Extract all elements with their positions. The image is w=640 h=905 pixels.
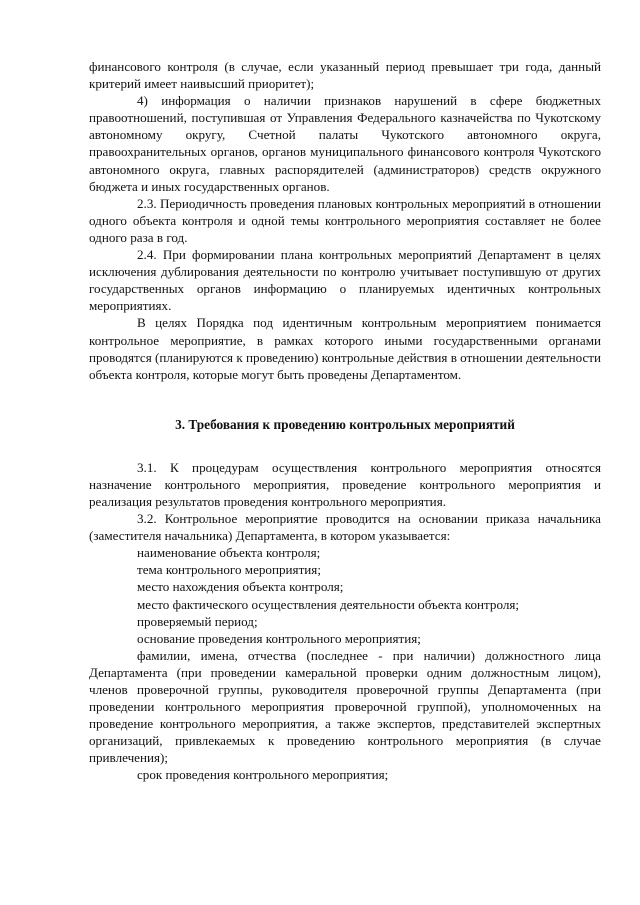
list-item: тема контрольного мероприятия;: [137, 562, 321, 578]
list-item: наименование объекта контроля;: [137, 545, 321, 561]
paragraph-continuation: финансового контроля (в случае, если указанный период превышает три года, данный критерий имеет наивысший приоритет);: [89, 59, 601, 92]
paragraph-names: фамилии, имена, отчества (последнее - при наличии) должностного лица Департамента (при проведении камеральной проверки одним должностным лицом), членов проверочной группы, руководителя проверочной группы Департамента (при проведении контрольного мероприятия проверочной группой), уполномоченных на проведение контрольного мероприятия, а также экспертов, представителей экспертных организаций, привлекаемых к проведению контрольного мероприятия (в случае привлечения);: [89, 647, 601, 766]
list-item: проверяемый период;: [137, 613, 258, 629]
paragraph-item-4: 4) информация о наличии признаков нарушений в сфере бюджетных правоотношений, поступившая от Управления Федерального казначейства по Чукотскому автономному округу, Счетной палаты Чукотского автономного округа, правоохранительных органов, органов муниципального финансового контроля Чукотского автономного округа, главных распорядителей (администраторов) средств окружного бюджета и иных государственных органов.: [89, 93, 601, 194]
list-item: место нахождения объекта контроля;: [137, 579, 344, 595]
paragraph-identical-definition: В целях Порядка под идентичным контрольным мероприятием понимается контрольное мероприятие, в рамках которого иными государственными органами проводятся (планируются к проведению) контрольные действия в отношении деятельности объекта контроля, которые могут быть проведены Департаментом.: [89, 315, 601, 382]
paragraph-3-1: 3.1. К процедурам осуществления контрольного мероприятия относятся назначение контрольного мероприятия, проведение контрольного мероприятия и реализация результатов проведения контрольного мероприятия.: [89, 459, 601, 509]
list-item-term: срок проведения контрольного мероприятия;: [137, 767, 389, 783]
list-item: место фактического осуществления деятельности объекта контроля;: [137, 596, 520, 612]
paragraph-2-4: 2.4. При формировании плана контрольных мероприятий Департамент в целях исключения дублирования деятельности по контролю учитывает поступившую от других государственных органов информацию о планируемых идентичных контрольных мероприятиях.: [89, 247, 601, 314]
paragraph-3-2: 3.2. Контрольное мероприятие проводится на основании приказа начальника (заместителя начальника) Департамента, в котором указывается:: [89, 511, 601, 544]
list-item: основание проведения контрольного мероприятия;: [137, 630, 421, 646]
section-heading: 3. Требования к проведению контрольных мероприятий: [175, 416, 515, 432]
paragraph-2-3: 2.3. Периодичность проведения плановых контрольных мероприятий в отношении одного объекта контроля и одной темы контрольного мероприятия составляет не более одного раза в год.: [89, 195, 601, 245]
